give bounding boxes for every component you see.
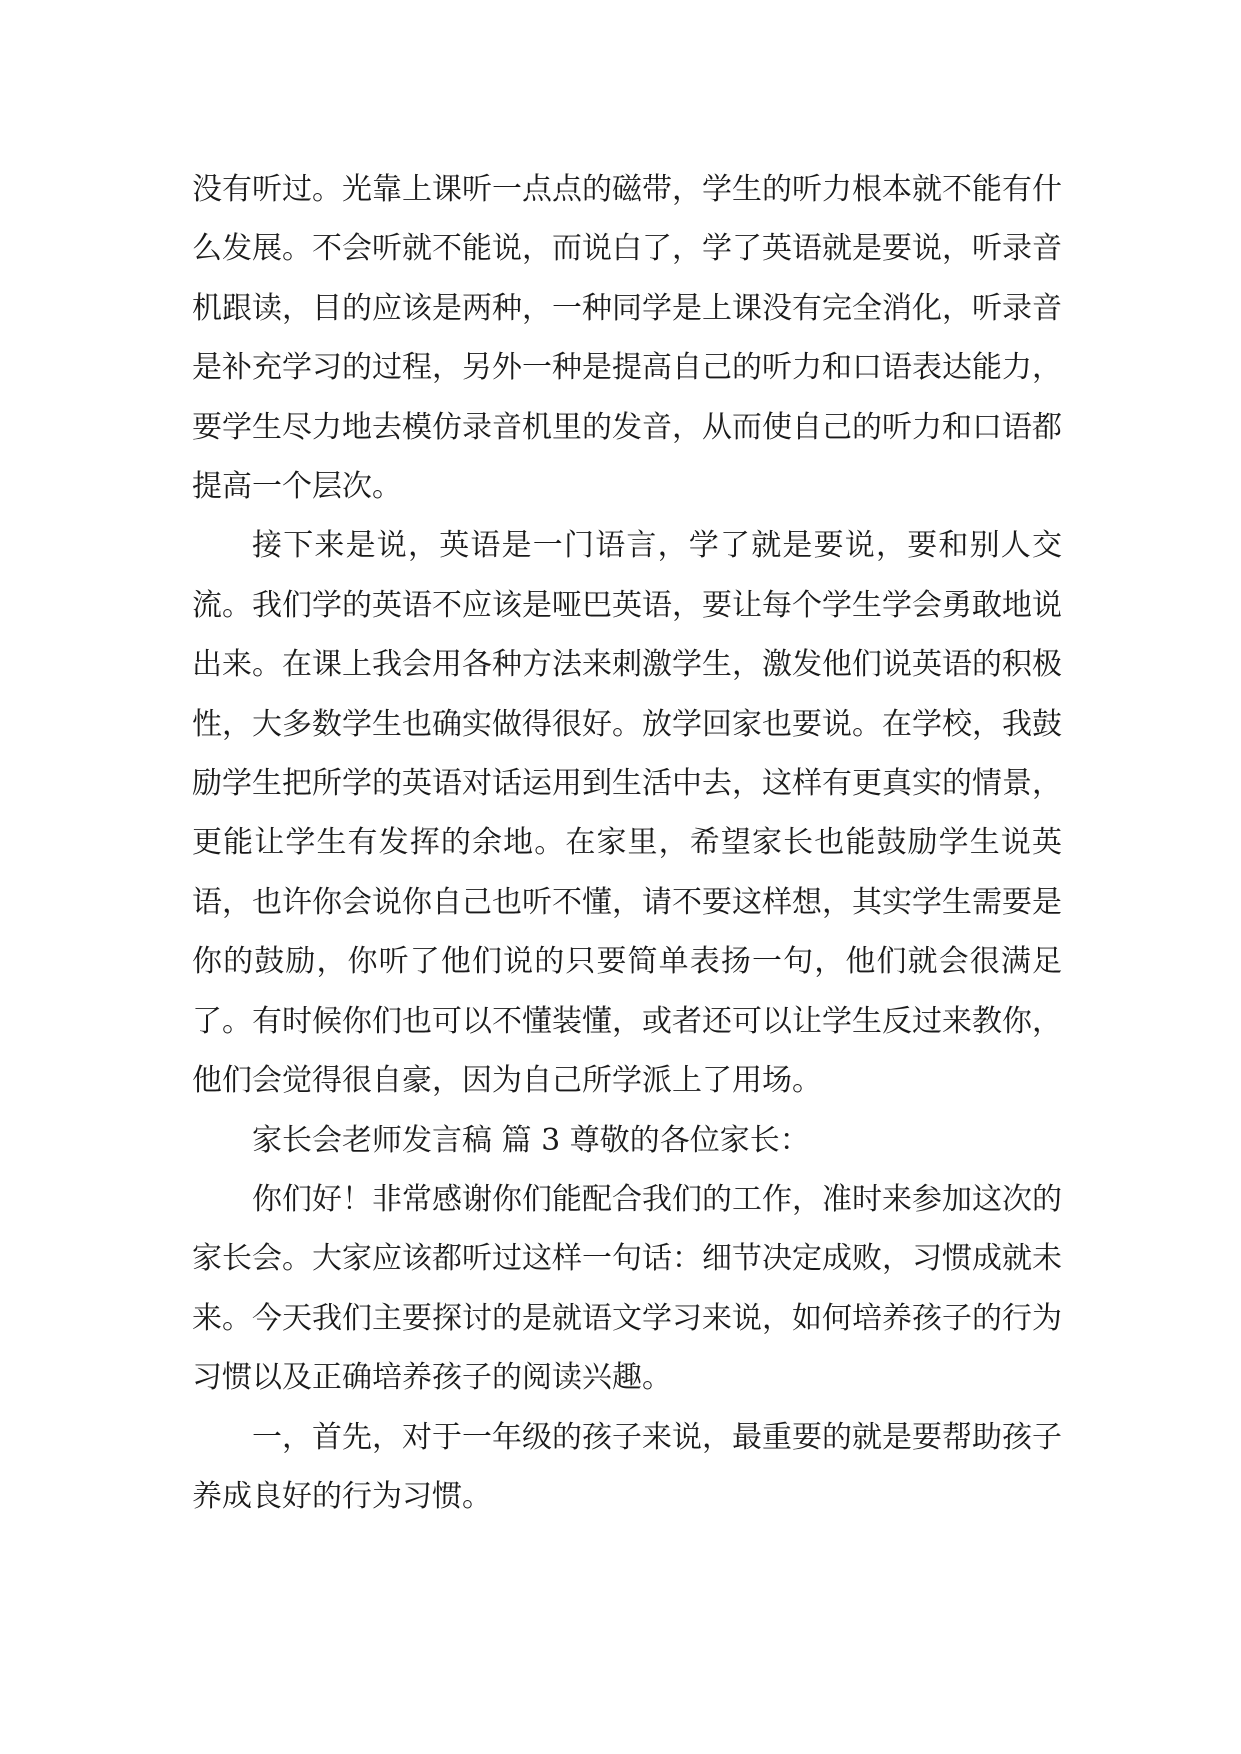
section-heading-part-3: 家长会老师发言稿 篇 3 尊敬的各位家长： [252, 1122, 810, 1158]
paragraph-greeting: 你们好！非常感谢你们能配合我们的工作，准时来参加这次的家长会。大家应该都听过这样一句话：细节决定成败，习惯成就未来。今天我们主要探讨的是就语文学习来说，如何培养孩子的行为习惯以及正确培养孩子的阅读兴趣。 [192, 1181, 1062, 1396]
paragraph-first-point: 一，首先，对于一年级的孩子来说，最重要的就是要帮助孩子养成良好的行为习惯。 [192, 1419, 1062, 1514]
paragraph-speaking: 接下来是说，英语是一门语言，学了就是要说，要和别人交流。我们学的英语不应该是哑巴英语，要让每个学生学会勇敢地说出来。在课上我会用各种方法来刺激学生，激发他们说英语的积极性，大多数学生也确实做得很好。放学回家也要说。在学校，我鼓励学生把所学的英语对话运用到生活中去，这样有更真实的情景，更能让学生有发挥的余地。在家里，希望家长也能鼓励学生说英语，也许你会说你自己也听不懂，请不要这样想，其实学生需要是你的鼓励，你听了他们说的只要简单表扬一句，他们就会很满足了。有时候你们也可以不懂装懂，或者还可以让学生反过来教你，他们会觉得很自豪，因为自己所学派上了用场。 [192, 528, 1062, 1099]
paragraph-listening: 没有听过。光靠上课听一点点的磁带，学生的听力根本就不能有什么发展。不会听就不能说，而说白了，学了英语就是要说，听录音机跟读，目的应该是两种，一种同学是上课没有完全消化，听录音是补充学习的过程，另外一种是提高自己的听力和口语表达能力，要学生尽力地去模仿录音机里的发音，从而使自己的听力和口语都提高一个层次。 [192, 172, 1062, 505]
document-body [192, 160, 1062, 1526]
